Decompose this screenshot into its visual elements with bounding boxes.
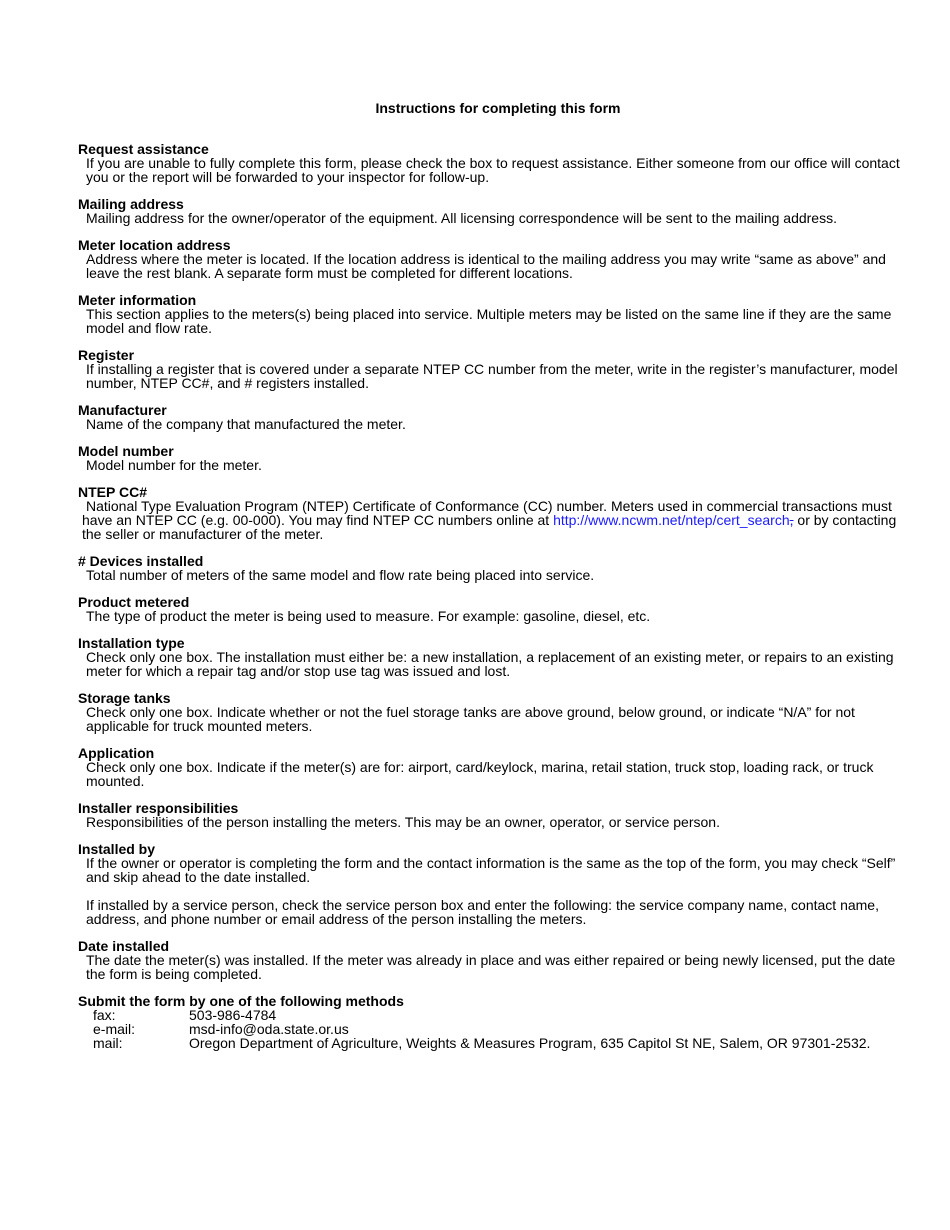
ntep-text-before: National Type Evaluation Program (NTEP) Certificate of Conformance (CC) number. Meters used in commercial transactions must have an NTEP CC (e.g. 00-000). You may find NTEP CC numbers online at <box>82 498 892 528</box>
ntep-text-after: or by contacting the seller or manufacturer of the meter. <box>82 512 897 542</box>
section-meter-information <box>78 293 908 335</box>
method-value: 503-986-4784 <box>189 1007 277 1023</box>
submit-methods <box>78 1008 908 1050</box>
section-text: Mailing address for the owner/operator of the equipment. All licensing correspondence will be sent to the mailing address. <box>86 210 837 226</box>
section-text: The date the meter(s) was installed. If the meter was already in place and was either repaired or being newly licensed, put the date the form is being completed. <box>86 952 896 982</box>
section-installation-type <box>78 636 908 678</box>
section-text: If installing a register that is covered under a separate NTEP CC number from the meter, write in the register’s manufacturer, model number, NTEP CC#, and # registers installed. <box>86 361 898 391</box>
submit-method-email <box>93 1022 908 1036</box>
section-heading: # Devices installed <box>78 553 204 569</box>
section-text: If you are unable to fully complete this form, please check the box to request assistance. Either someone from our office will contact you or the report will be forwarded to your inspector for follow-up. <box>86 155 900 185</box>
section-text: The type of product the meter is being used to measure. For example: gasoline, diesel, etc. <box>86 608 651 624</box>
section-text: Model number for the meter. <box>86 457 262 473</box>
method-label: mail: <box>93 1035 123 1051</box>
section-devices-installed <box>78 554 908 582</box>
section-manufacturer <box>78 403 908 431</box>
instructions-list <box>78 142 908 1050</box>
section-text: This section applies to the meters(s) being placed into service. Multiple meters may be listed on the same line if they are the same model and flow rate. <box>86 306 892 336</box>
section-model-number <box>78 444 908 472</box>
section-mailing-address <box>78 197 908 225</box>
section-application <box>78 746 908 788</box>
section-text: Address where the meter is located. If the location address is identical to the mailing address you may write “same as above” and leave the rest blank. A separate form must be completed for different locations. <box>86 251 886 281</box>
section-heading: NTEP CC# <box>78 484 147 500</box>
submit-heading: Submit the form by one of the following methods <box>78 993 404 1009</box>
section-heading: Request assistance <box>78 141 209 157</box>
section-product-metered <box>78 595 908 623</box>
section-text <box>78 499 908 541</box>
section-heading: Application <box>78 745 155 761</box>
email-link[interactable]: msd-info@oda.state.or.us <box>189 1021 349 1037</box>
section-text: Check only one box. The installation must either be: a new installation, a replacement of an existing meter, or repairs to an existing meter for which a repair tag and/or stop use tag was issued and lost. <box>86 649 894 679</box>
section-meter-location-address <box>78 238 908 280</box>
page-title: Instructions for completing this form <box>375 100 621 116</box>
section-heading: Meter information <box>78 292 197 308</box>
section-text: Responsibilities of the person installing the meters. This may be an owner, operator, or service person. <box>86 814 720 830</box>
struck-comma: , <box>789 512 794 528</box>
section-text: Total number of meters of the same model and flow rate being placed into service. <box>86 567 595 583</box>
submit-method-mail <box>93 1036 908 1050</box>
section-heading: Model number <box>78 443 174 459</box>
section-heading: Date installed <box>78 938 170 954</box>
section-heading: Storage tanks <box>78 690 171 706</box>
section-installed-by <box>78 842 908 926</box>
submit-method-fax <box>93 1008 908 1022</box>
section-storage-tanks <box>78 691 908 733</box>
section-heading: Manufacturer <box>78 402 167 418</box>
section-ntep-cc <box>78 485 908 541</box>
section-heading: Product metered <box>78 594 190 610</box>
method-label: fax: <box>93 1007 116 1023</box>
section-text: Name of the company that manufactured the meter. <box>86 416 406 432</box>
section-heading: Installer responsibilities <box>78 800 239 816</box>
ntep-cert-search-link[interactable]: http://www.ncwm.net/ntep/cert_search <box>553 512 790 528</box>
section-heading: Mailing address <box>78 196 184 212</box>
section-text: Check only one box. Indicate whether or not the fuel storage tanks are above ground, below ground, or indicate “N/A” for not applicable for truck mounted meters. <box>86 704 855 734</box>
section-heading: Installation type <box>78 635 185 651</box>
method-label: e-mail: <box>93 1021 136 1037</box>
section-heading: Meter location address <box>78 237 231 253</box>
section-text: Check only one box. Indicate if the meter(s) are for: airport, card/keylock, marina, retail station, truck stop, loading rack, or truck mounted. <box>86 759 874 789</box>
method-value: Oregon Department of Agriculture, Weights & Measures Program, 635 Capitol St NE, Salem, OR 97301-2532. <box>189 1035 871 1051</box>
section-text: If installed by a service person, check the service person box and enter the following: the service company name, contact name, address, and phone number or email address of the person installing the meters. <box>86 897 879 927</box>
section-request-assistance <box>78 142 908 184</box>
section-heading: Register <box>78 347 135 363</box>
section-date-installed <box>78 939 908 981</box>
section-heading: Installed by <box>78 841 156 857</box>
section-register <box>78 348 908 390</box>
section-installer-responsibilities <box>78 801 908 829</box>
section-text: If the owner or operator is completing the form and the contact information is the same as the top of the form, you may check “Self” and skip ahead to the date installed. <box>86 855 896 885</box>
